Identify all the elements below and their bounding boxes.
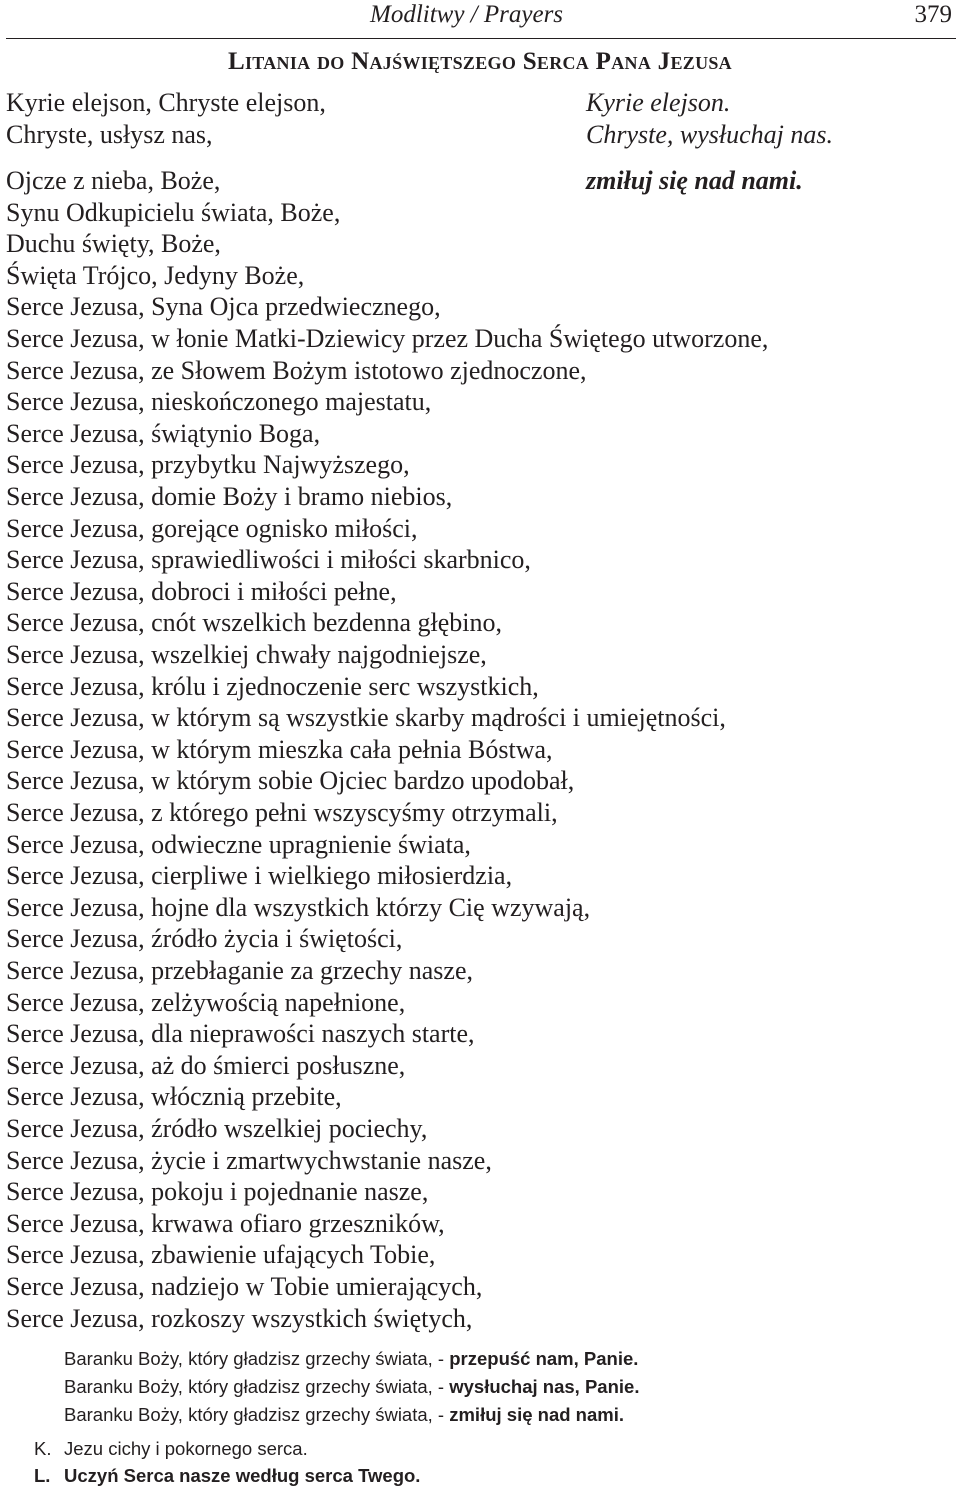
- invocation: Serce Jezusa, w którym są wszystkie skarby mądrości i umiejętności,: [6, 703, 726, 732]
- opening-call: Kyrie elejson, Chryste elejson,: [6, 88, 326, 117]
- invocation: Serce Jezusa, dla nieprawości naszych starte,: [6, 1019, 475, 1048]
- invocation: Serce Jezusa, zbawienie ufających Tobie,: [6, 1240, 436, 1269]
- response-text: Uczyń Serca nasze według serca Twego.: [64, 1465, 421, 1486]
- versicle-mark: K.: [34, 1438, 52, 1459]
- invocation: Serce Jezusa, gorejące ognisko miłości,: [6, 514, 418, 543]
- invocation: Serce Jezusa, wszelkiej chwały najgodniejsze,: [6, 640, 487, 669]
- invocation: Serce Jezusa, cierpliwe i wielkiego miłosierdzia,: [6, 861, 513, 890]
- opening-call: Chryste, usłysz nas,: [6, 120, 213, 149]
- invocation: Serce Jezusa, przybytku Najwyższego,: [6, 450, 410, 479]
- invocation: Serce Jezusa, aż do śmierci posłuszne,: [6, 1051, 406, 1080]
- invocation: Serce Jezusa, życie i zmartwychwstanie nasze,: [6, 1146, 492, 1175]
- agnus-dei-text: Baranku Boży, który gładzisz grzechy świata, -: [64, 1404, 450, 1425]
- invocation: Serce Jezusa, cnót wszelkich bezdenna głębino,: [6, 608, 502, 637]
- invocation: Serce Jezusa, zelżywością napełnione,: [6, 988, 406, 1017]
- invocation: Serce Jezusa, w którym mieszka cała pełnia Bóstwa,: [6, 735, 553, 764]
- invocation: Serce Jezusa, rozkoszy wszystkich świętych,: [6, 1304, 473, 1333]
- invocation: Serce Jezusa, królu i zjednoczenie serc wszystkich,: [6, 672, 539, 701]
- invocation: Synu Odkupicielu świata, Boże,: [6, 198, 341, 227]
- invocation: Serce Jezusa, świątynio Boga,: [6, 419, 321, 448]
- versicle: [34, 1438, 308, 1460]
- invocation: Serce Jezusa, domie Boży i bramo niebios,: [6, 482, 453, 511]
- invocation: Serce Jezusa, źródło wszelkiej pociechy,: [6, 1114, 428, 1143]
- agnus-dei-line: [64, 1348, 638, 1370]
- invocation: Serce Jezusa, odwieczne upragnienie świata,: [6, 830, 471, 859]
- invocation: Serce Jezusa, w łonie Matki-Dziewicy przez Ducha Świętego utworzone,: [6, 324, 769, 353]
- opening-response: zmiłuj się nad nami.: [586, 166, 803, 195]
- page-header: [0, 0, 960, 40]
- invocation: Serce Jezusa, sprawiedliwości i miłości skarbnico,: [6, 545, 531, 574]
- invocation: Serce Jezusa, hojne dla wszystkich którzy Cię wzywają,: [6, 893, 591, 922]
- agnus-dei-response: wysłuchaj nas, Panie.: [449, 1376, 640, 1397]
- invocation: Serce Jezusa, Syna Ojca przedwiecznego,: [6, 292, 441, 321]
- agnus-dei-line: [64, 1376, 639, 1398]
- invocation: Serce Jezusa, włócznią przebite,: [6, 1082, 342, 1111]
- agnus-dei-text: Baranku Boży, który gładzisz grzechy świata, -: [64, 1376, 450, 1397]
- invocation: Serce Jezusa, źródło życia i świętości,: [6, 924, 403, 953]
- invocation: Serce Jezusa, nieskończonego majestatu,: [6, 387, 432, 416]
- header-rule: [6, 38, 956, 39]
- invocation: Serce Jezusa, dobroci i miłości pełne,: [6, 577, 397, 606]
- invocation: Serce Jezusa, z którego pełni wszyscyśmy otrzymali,: [6, 798, 558, 827]
- invocation: Serce Jezusa, przebłaganie za grzechy nasze,: [6, 956, 473, 985]
- response-mark: L.: [34, 1465, 51, 1486]
- litany-title: Litania do Najświętszego Serca Pana Jezusa: [227, 48, 732, 75]
- opening-response: Chryste, wysłuchaj nas.: [586, 120, 833, 149]
- invocation: Duchu święty, Boże,: [6, 229, 221, 258]
- agnus-dei-line: [64, 1404, 624, 1426]
- invocation: Serce Jezusa, pokoju i pojednanie nasze,: [6, 1177, 429, 1206]
- invocation: Serce Jezusa, krwawa ofiaro grzeszników,: [6, 1209, 445, 1238]
- agnus-dei-text: Baranku Boży, który gładzisz grzechy świata, -: [64, 1348, 450, 1369]
- response: [34, 1465, 420, 1487]
- agnus-dei-response: przepuść nam, Panie.: [449, 1348, 639, 1369]
- invocation: Święta Trójco, Jedyny Boże,: [6, 261, 305, 290]
- agnus-dei-response: zmiłuj się nad nami.: [449, 1404, 624, 1425]
- page-number: 379: [914, 1, 952, 28]
- invocation: Serce Jezusa, w którym sobie Ojciec bardzo upodobał,: [6, 766, 575, 795]
- invocation: Serce Jezusa, nadziejo w Tobie umierających,: [6, 1272, 483, 1301]
- running-head: Modlitwy / Prayers: [370, 1, 564, 28]
- invocation: Serce Jezusa, ze Słowem Bożym istotowo zjednoczone,: [6, 356, 587, 385]
- versicle-text: Jezu cichy i pokornego serca.: [64, 1438, 308, 1459]
- opening-response: Kyrie elejson.: [586, 88, 731, 117]
- opening-call: Ojcze z nieba, Boże,: [6, 166, 221, 195]
